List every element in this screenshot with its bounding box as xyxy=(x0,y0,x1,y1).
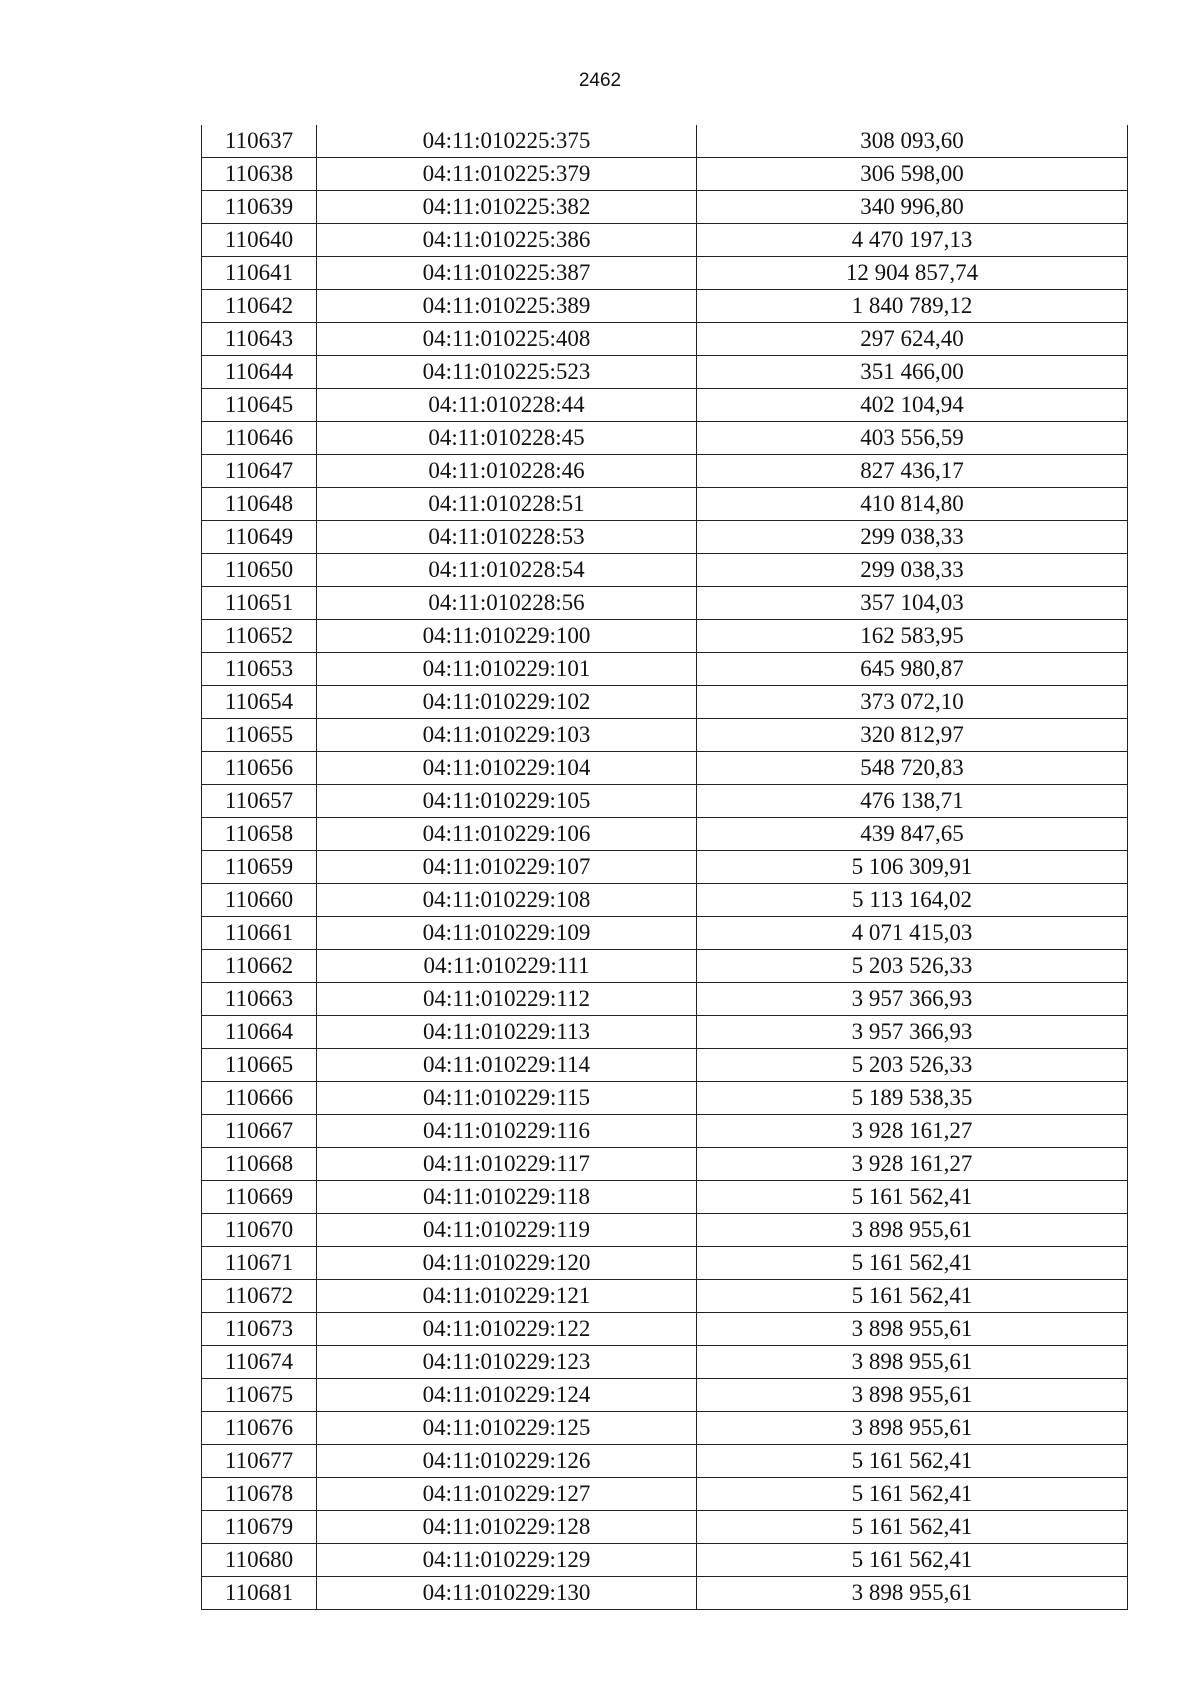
table-row xyxy=(202,752,1128,785)
cadastral-value-cell: 5 189 538,35 xyxy=(697,1082,1128,1115)
cadastral-number-cell: 04:11:010229:100 xyxy=(317,620,697,653)
row-number-cell: 110655 xyxy=(202,719,317,752)
row-number-cell: 110669 xyxy=(202,1181,317,1214)
cadastral-value-cell: 3 928 161,27 xyxy=(697,1115,1128,1148)
row-number-cell: 110657 xyxy=(202,785,317,818)
row-number-cell: 110652 xyxy=(202,620,317,653)
cadastral-number-cell: 04:11:010229:113 xyxy=(317,1016,697,1049)
table-row xyxy=(202,1049,1128,1082)
table-row xyxy=(202,224,1128,257)
row-number-cell: 110679 xyxy=(202,1511,317,1544)
row-number-cell: 110646 xyxy=(202,422,317,455)
cadastral-value-cell: 3 898 955,61 xyxy=(697,1379,1128,1412)
cadastral-number-cell: 04:11:010229:114 xyxy=(317,1049,697,1082)
row-number-cell: 110653 xyxy=(202,653,317,686)
table-row xyxy=(202,1214,1128,1247)
table-row xyxy=(202,422,1128,455)
row-number-cell: 110640 xyxy=(202,224,317,257)
cadastral-number-cell: 04:11:010229:122 xyxy=(317,1313,697,1346)
cadastral-number-cell: 04:11:010228:45 xyxy=(317,422,697,455)
cadastral-value-cell: 5 161 562,41 xyxy=(697,1445,1128,1478)
row-number-cell: 110667 xyxy=(202,1115,317,1148)
table-body xyxy=(202,125,1128,1610)
row-number-cell: 110675 xyxy=(202,1379,317,1412)
row-number-cell: 110656 xyxy=(202,752,317,785)
cadastral-number-cell: 04:11:010229:126 xyxy=(317,1445,697,1478)
cadastral-value-cell: 306 598,00 xyxy=(697,158,1128,191)
row-number-cell: 110642 xyxy=(202,290,317,323)
cadastral-number-cell: 04:11:010229:115 xyxy=(317,1082,697,1115)
row-number-cell: 110680 xyxy=(202,1544,317,1577)
table-row xyxy=(202,1412,1128,1445)
cadastral-number-cell: 04:11:010229:102 xyxy=(317,686,697,719)
cadastral-value-cell: 4 470 197,13 xyxy=(697,224,1128,257)
cadastral-value-cell: 308 093,60 xyxy=(697,125,1128,158)
row-number-cell: 110647 xyxy=(202,455,317,488)
row-number-cell: 110637 xyxy=(202,125,317,158)
cadastral-value-cell: 5 161 562,41 xyxy=(697,1181,1128,1214)
row-number-cell: 110670 xyxy=(202,1214,317,1247)
table-row xyxy=(202,488,1128,521)
table-row xyxy=(202,1511,1128,1544)
row-number-cell: 110668 xyxy=(202,1148,317,1181)
cadastral-number-cell: 04:11:010229:107 xyxy=(317,851,697,884)
row-number-cell: 110678 xyxy=(202,1478,317,1511)
row-number-cell: 110674 xyxy=(202,1346,317,1379)
cadastral-value-cell: 340 996,80 xyxy=(697,191,1128,224)
cadastral-number-cell: 04:11:010225:408 xyxy=(317,323,697,356)
table-row xyxy=(202,1577,1128,1610)
row-number-cell: 110663 xyxy=(202,983,317,1016)
table-row xyxy=(202,1478,1128,1511)
cadastral-value-cell: 351 466,00 xyxy=(697,356,1128,389)
cadastral-value-cell: 12 904 857,74 xyxy=(697,257,1128,290)
row-number-cell: 110664 xyxy=(202,1016,317,1049)
cadastral-value-cell: 5 161 562,41 xyxy=(697,1247,1128,1280)
cadastral-number-cell: 04:11:010229:103 xyxy=(317,719,697,752)
cadastral-value-cell: 5 203 526,33 xyxy=(697,950,1128,983)
cadastral-value-cell: 403 556,59 xyxy=(697,422,1128,455)
cadastral-number-cell: 04:11:010229:117 xyxy=(317,1148,697,1181)
cadastral-number-cell: 04:11:010229:118 xyxy=(317,1181,697,1214)
cadastral-number-cell: 04:11:010228:44 xyxy=(317,389,697,422)
cadastral-value-cell: 5 161 562,41 xyxy=(697,1280,1128,1313)
table-row xyxy=(202,1247,1128,1280)
cadastral-value-cell: 5 113 164,02 xyxy=(697,884,1128,917)
table-row xyxy=(202,1115,1128,1148)
cadastral-value-cell: 4 071 415,03 xyxy=(697,917,1128,950)
table-row xyxy=(202,455,1128,488)
row-number-cell: 110677 xyxy=(202,1445,317,1478)
cadastral-number-cell: 04:11:010229:124 xyxy=(317,1379,697,1412)
table-row xyxy=(202,158,1128,191)
cadastral-number-cell: 04:11:010225:375 xyxy=(317,125,697,158)
cadastral-value-cell: 476 138,71 xyxy=(697,785,1128,818)
row-number-cell: 110643 xyxy=(202,323,317,356)
row-number-cell: 110654 xyxy=(202,686,317,719)
cadastral-value-cell: 320 812,97 xyxy=(697,719,1128,752)
cadastral-number-cell: 04:11:010225:523 xyxy=(317,356,697,389)
row-number-cell: 110638 xyxy=(202,158,317,191)
table-row xyxy=(202,1280,1128,1313)
cadastral-number-cell: 04:11:010229:111 xyxy=(317,950,697,983)
table-row xyxy=(202,1082,1128,1115)
cadastral-value-cell: 439 847,65 xyxy=(697,818,1128,851)
table-row xyxy=(202,983,1128,1016)
cadastral-value-cell: 3 898 955,61 xyxy=(697,1346,1128,1379)
table-row xyxy=(202,818,1128,851)
cadastral-number-cell: 04:11:010228:51 xyxy=(317,488,697,521)
row-number-cell: 110660 xyxy=(202,884,317,917)
table-row xyxy=(202,257,1128,290)
table-row xyxy=(202,1313,1128,1346)
table-row xyxy=(202,653,1128,686)
table-row xyxy=(202,1544,1128,1577)
cadastral-value-cell: 5 161 562,41 xyxy=(697,1511,1128,1544)
cadastral-value-cell: 5 203 526,33 xyxy=(697,1049,1128,1082)
row-number-cell: 110639 xyxy=(202,191,317,224)
table-row xyxy=(202,290,1128,323)
cadastral-number-cell: 04:11:010225:386 xyxy=(317,224,697,257)
table-row xyxy=(202,356,1128,389)
table-row xyxy=(202,125,1128,158)
cadastral-value-cell: 357 104,03 xyxy=(697,587,1128,620)
table-row xyxy=(202,950,1128,983)
cadastral-number-cell: 04:11:010228:56 xyxy=(317,587,697,620)
table-row xyxy=(202,719,1128,752)
cadastral-value-cell: 548 720,83 xyxy=(697,752,1128,785)
table-row xyxy=(202,587,1128,620)
cadastral-number-cell: 04:11:010228:53 xyxy=(317,521,697,554)
table-row xyxy=(202,884,1128,917)
row-number-cell: 110665 xyxy=(202,1049,317,1082)
cadastral-number-cell: 04:11:010229:129 xyxy=(317,1544,697,1577)
table-row xyxy=(202,1016,1128,1049)
table-row xyxy=(202,1148,1128,1181)
row-number-cell: 110650 xyxy=(202,554,317,587)
cadastral-value-cell: 5 106 309,91 xyxy=(697,851,1128,884)
table-row xyxy=(202,389,1128,422)
cadastral-number-cell: 04:11:010229:120 xyxy=(317,1247,697,1280)
cadastral-value-cell: 3 898 955,61 xyxy=(697,1577,1128,1610)
cadastral-number-cell: 04:11:010229:119 xyxy=(317,1214,697,1247)
row-number-cell: 110676 xyxy=(202,1412,317,1445)
table-row xyxy=(202,686,1128,719)
cadastral-value-cell: 410 814,80 xyxy=(697,488,1128,521)
cadastral-number-cell: 04:11:010229:104 xyxy=(317,752,697,785)
cadastral-value-cell: 827 436,17 xyxy=(697,455,1128,488)
table-row xyxy=(202,1181,1128,1214)
table-row xyxy=(202,1346,1128,1379)
table-row xyxy=(202,1379,1128,1412)
cadastral-number-cell: 04:11:010225:382 xyxy=(317,191,697,224)
row-number-cell: 110671 xyxy=(202,1247,317,1280)
row-number-cell: 110673 xyxy=(202,1313,317,1346)
cadastral-value-cell: 299 038,33 xyxy=(697,521,1128,554)
cadastral-value-cell: 3 898 955,61 xyxy=(697,1214,1128,1247)
cadastral-number-cell: 04:11:010229:128 xyxy=(317,1511,697,1544)
page-number: 2462 xyxy=(578,70,622,91)
table-row xyxy=(202,323,1128,356)
cadastral-number-cell: 04:11:010229:112 xyxy=(317,983,697,1016)
cadastral-value-cell: 297 624,40 xyxy=(697,323,1128,356)
row-number-cell: 110641 xyxy=(202,257,317,290)
row-number-cell: 110672 xyxy=(202,1280,317,1313)
row-number-cell: 110666 xyxy=(202,1082,317,1115)
cadastral-number-cell: 04:11:010228:46 xyxy=(317,455,697,488)
cadastral-number-cell: 04:11:010225:389 xyxy=(317,290,697,323)
cadastral-value-cell: 162 583,95 xyxy=(697,620,1128,653)
cadastral-value-cell: 1 840 789,12 xyxy=(697,290,1128,323)
cadastral-number-cell: 04:11:010229:121 xyxy=(317,1280,697,1313)
cadastral-number-cell: 04:11:010229:106 xyxy=(317,818,697,851)
row-number-cell: 110644 xyxy=(202,356,317,389)
row-number-cell: 110651 xyxy=(202,587,317,620)
cadastral-number-cell: 04:11:010229:123 xyxy=(317,1346,697,1379)
cadastral-number-cell: 04:11:010229:125 xyxy=(317,1412,697,1445)
row-number-cell: 110649 xyxy=(202,521,317,554)
cadastral-value-cell: 299 038,33 xyxy=(697,554,1128,587)
row-number-cell: 110662 xyxy=(202,950,317,983)
cadastral-number-cell: 04:11:010225:379 xyxy=(317,158,697,191)
cadastral-number-cell: 04:11:010229:109 xyxy=(317,917,697,950)
row-number-cell: 110648 xyxy=(202,488,317,521)
cadastral-value-cell: 3 957 366,93 xyxy=(697,1016,1128,1049)
cadastral-value-cell: 645 980,87 xyxy=(697,653,1128,686)
cadastral-number-cell: 04:11:010229:108 xyxy=(317,884,697,917)
cadastral-value-cell: 5 161 562,41 xyxy=(697,1478,1128,1511)
row-number-cell: 110659 xyxy=(202,851,317,884)
cadastral-number-cell: 04:11:010229:127 xyxy=(317,1478,697,1511)
cadastral-value-cell: 3 957 366,93 xyxy=(697,983,1128,1016)
row-number-cell: 110658 xyxy=(202,818,317,851)
cadastral-number-cell: 04:11:010228:54 xyxy=(317,554,697,587)
row-number-cell: 110681 xyxy=(202,1577,317,1610)
table-row xyxy=(202,191,1128,224)
cadastral-number-cell: 04:11:010225:387 xyxy=(317,257,697,290)
table-row xyxy=(202,1445,1128,1478)
cadastral-value-table xyxy=(201,125,1128,1610)
cadastral-value-cell: 5 161 562,41 xyxy=(697,1544,1128,1577)
table-row xyxy=(202,785,1128,818)
cadastral-value-cell: 402 104,94 xyxy=(697,389,1128,422)
table-row xyxy=(202,554,1128,587)
table-row xyxy=(202,521,1128,554)
table-row xyxy=(202,917,1128,950)
table-row xyxy=(202,851,1128,884)
cadastral-number-cell: 04:11:010229:116 xyxy=(317,1115,697,1148)
cadastral-value-cell: 3 898 955,61 xyxy=(697,1313,1128,1346)
cadastral-number-cell: 04:11:010229:130 xyxy=(317,1577,697,1610)
row-number-cell: 110645 xyxy=(202,389,317,422)
cadastral-value-cell: 3 928 161,27 xyxy=(697,1148,1128,1181)
cadastral-value-cell: 3 898 955,61 xyxy=(697,1412,1128,1445)
cadastral-number-cell: 04:11:010229:101 xyxy=(317,653,697,686)
cadastral-value-cell: 373 072,10 xyxy=(697,686,1128,719)
row-number-cell: 110661 xyxy=(202,917,317,950)
table-row xyxy=(202,620,1128,653)
cadastral-number-cell: 04:11:010229:105 xyxy=(317,785,697,818)
